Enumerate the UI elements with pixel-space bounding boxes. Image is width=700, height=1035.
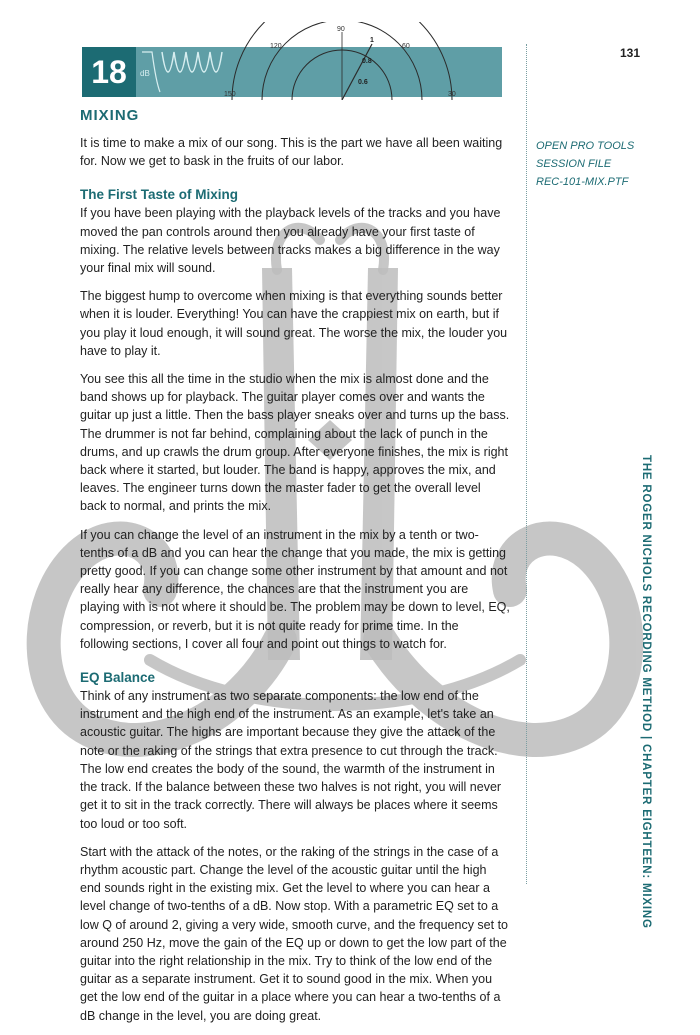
scale-90: 90	[337, 26, 345, 33]
chapter-number: 18	[82, 47, 136, 97]
eq-balance-heading: EQ Balance	[80, 670, 156, 686]
margin-note	[536, 137, 656, 191]
paragraph: If you have been playing with the playback levels of the tracks and you have moved the pan controls around then you already have your first taste of mixing. The relative levels between tracks makes a big difference in the way your final mix will sound.	[80, 206, 501, 276]
meter-db-label: dB	[140, 69, 150, 78]
scale-150: 150	[224, 91, 236, 98]
meter-mark-1: 1	[370, 37, 374, 44]
scale-30: 30	[448, 91, 456, 98]
paragraph: Think of any instrument as two separate components: the low end of the instrument and the high end of the instrument. As an example, let's take an acoustic guitar. The highs are important because they give the attack of the note or the raking of the strings that extra presence to cut through the track. The low end creates the body of the sound, the warmth of the instrument in the track. If the balance between these two halves is not right, you will never get it to sit in the track correctly. There will always be places where it seems too loud or too soft.	[80, 689, 502, 831]
first-taste-heading: The First Taste of Mixing	[80, 187, 239, 203]
paragraph: Start with the attack of the notes, or the raking of the strings in the case of a rhythm acoustic part. Change the level of the acoustic guitar until the high end sounds right in the existing mix. Get the level to where you can hear a level change of two-tenths of a dB. Now stop. With a parametric EQ set to a low Q of around 2, giving a very wide, smooth curve, and the frequency set to around 250 Hz, move the gain of the EQ up or down to get the low part of the guitar into the right relationship in the mix. Try to think of the low end of the guitar as a separate instrument. Get it to sound good in the mix. When you get the low end of the guitar in a place where you can hear a two-tenths of a dB change in the level, you are doing great.	[80, 844, 509, 1023]
running-title: THE ROGER NICHOLS RECORDING METHOD | CHAPTER EIGHTEEN: MIXING	[640, 455, 652, 929]
scale-60: 60	[402, 43, 410, 50]
margin-divider	[526, 44, 527, 884]
margin-note-line: SESSION FILE	[536, 158, 612, 170]
main-content	[80, 106, 510, 1035]
meter-mark-08: 0.8	[362, 58, 372, 65]
paragraph: You see this all the time in the studio when the mix is almost done and the band shows up for playback. The guitar player comes over and wants the guitar up just a little. Then the bass player sneaks over and turns up the bass. The drummer is not far behind, complaining about the lack of punch in the drums, and up crawls the drum group. After everyone finishes, the mix is right back where it started, but louder. The band is happy, approves the mix, and leaves. The engineer turns down the master fader to get the overall level back to normal, and prints the mix.	[80, 372, 510, 514]
page-number: 131	[620, 46, 641, 60]
meter-mark-06: 0.6	[358, 79, 368, 86]
margin-note-line: REC-101-MIX.PTF	[536, 176, 629, 188]
paragraph: If you can change the level of an instrument in the mix by a tenth or two-tenths of a dB and you can hear the change that you made, the mix is getting pretty good. If you can change some other instrument by that amount and not really hear any difference, the chances are that the instrument you are playing with is not where it should be. The problem may be down to level, EQ, compression, or reverb, but it is not quite ready for prime time. In the following sections, I cover all four and point out things to watch for.	[80, 527, 510, 651]
header-meter-banner	[82, 22, 502, 100]
paragraph: The biggest hump to overcome when mixing is that everything sounds better when it is louder. Everything! You can have the crappiest mix on earth, but if you play it loud enough, it will sound great. The worse the mix, the louder you have to play it.	[80, 289, 508, 358]
intro-paragraph: It is time to make a mix of our song. This is the part we have all been waiting for. Now we get to bask in the fruits of our labor.	[80, 136, 503, 169]
margin-note-line: OPEN PRO TOOLS	[536, 140, 635, 152]
section-title: MIXING	[80, 107, 140, 124]
scale-120: 120	[270, 43, 282, 50]
